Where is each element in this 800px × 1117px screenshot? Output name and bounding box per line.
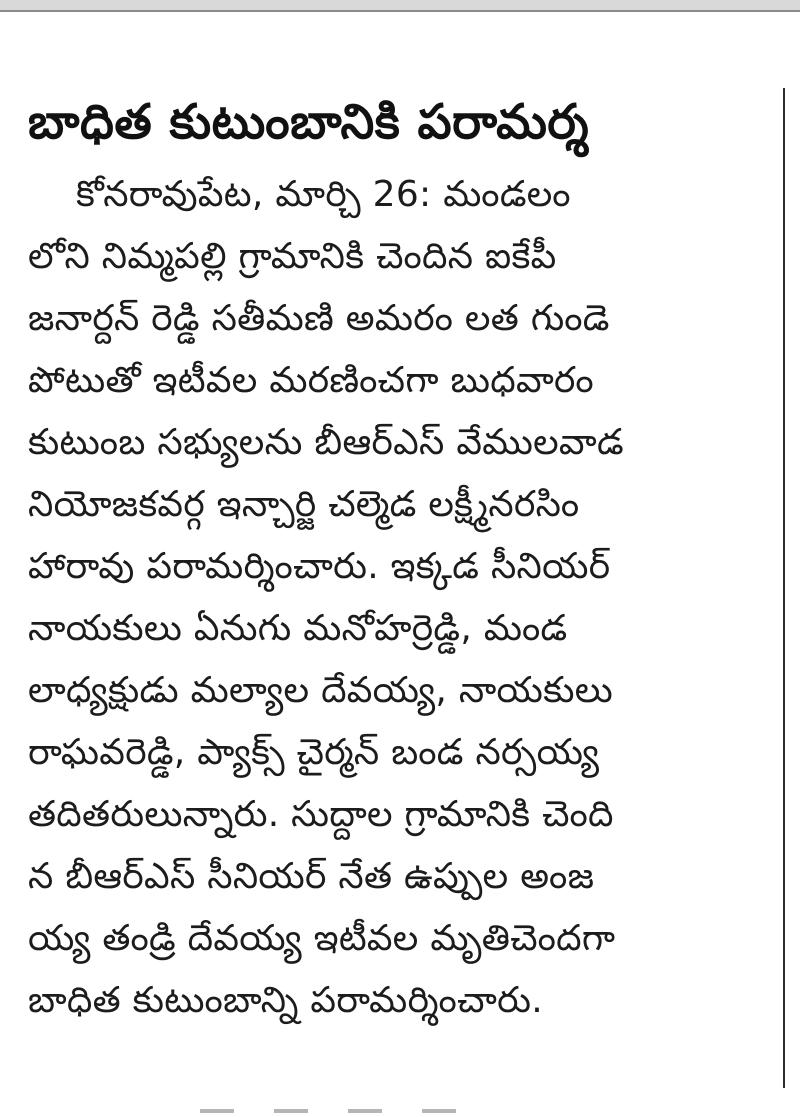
smudge-mark	[348, 1109, 382, 1113]
column-rule	[783, 88, 785, 1088]
headline: బాధిత కుటుంబానికి పరామర్శ	[28, 94, 590, 150]
article-line: బాధిత కుటుంబాన్ని పరామర్శించారు.	[28, 980, 543, 1021]
top-rule	[0, 0, 800, 12]
article-line: లాధ్యక్షుడు మల్యాల దేవయ్య, నాయకులు	[28, 670, 613, 711]
smudge-mark	[200, 1109, 234, 1113]
smudge-mark	[274, 1109, 308, 1113]
article-line: య్య తండ్రి దేవయ్య ఇటీవల మృతిచెందగా	[28, 918, 616, 959]
article-line: కుటుంబ సభ్యులను బీఆర్ఎస్ వేములవాడ	[28, 422, 624, 463]
article-line: కోనరావుపేట, మార్చి 26: మండలం	[76, 174, 571, 215]
smudge-mark	[422, 1109, 456, 1113]
article-line: లోని నిమ్మపల్లి గ్రామానికి చెందిన ఐకేపీ	[28, 236, 557, 277]
article-line: నాయకులు ఏనుగు మనోహర్రెడ్డి, మండ	[28, 608, 568, 649]
article-body	[28, 164, 758, 1032]
article-line: రాఘవరెడ్డి, ప్యాక్స్ చైర్మన్ బండ నర్సయ్య	[28, 732, 600, 773]
bottom-edge-smudge	[200, 1098, 580, 1108]
article-line: పోటుతో ఇటీవల మరణించగా బుధవారం	[28, 360, 594, 401]
article-line: హారావు పరామర్శించారు. ఇక్కడ సీనియర్	[28, 546, 611, 587]
article-line: జనార్దన్ రెడ్డి సతీమణి అమరం లత గుండె	[28, 298, 610, 339]
news-clipping	[28, 80, 758, 1100]
article-line: న బీఆర్ఎస్ సీనియర్ నేత ఉప్పుల అంజ	[28, 856, 595, 897]
article-line: నియోజకవర్గ ఇన్చార్జి చల్మెడ లక్ష్మీనరసిం	[28, 484, 580, 525]
article-line: తదితరులున్నారు. సుద్దాల గ్రామానికి చెంది	[28, 794, 614, 835]
